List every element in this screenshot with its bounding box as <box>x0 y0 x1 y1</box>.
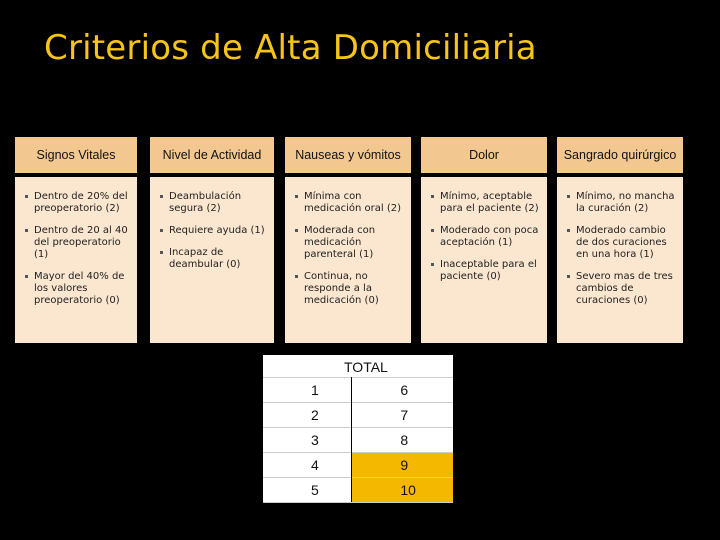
list-item: Incapaz de deambular (0) <box>160 247 268 271</box>
table-cell: 7 <box>352 403 453 428</box>
table-cell: 3 <box>263 428 352 453</box>
list-item: Mínimo, no mancha la curación (2) <box>567 191 677 215</box>
list-item: Requiere ayuda (1) <box>160 225 268 237</box>
column-body-sangrado <box>557 177 683 343</box>
list-item: Mayor del 40% de los valores preoperatorio (0) <box>25 271 131 307</box>
table-cell: 6 <box>352 378 453 403</box>
table-cell: 8 <box>352 428 453 453</box>
column-body-dolor <box>421 177 547 343</box>
column-body-nauseas-vomitos <box>285 177 411 343</box>
table-row <box>263 478 453 503</box>
list-item: Mínima con medicación oral (2) <box>295 191 405 215</box>
table-cell-highlight: 10 <box>352 478 453 503</box>
column-header-signos-vitales: Signos Vitales <box>15 137 137 173</box>
list-item: Moderada con medicación parenteral (1) <box>295 225 405 261</box>
table-cell-highlight: 9 <box>352 453 453 478</box>
list-item: Moderado con poca aceptación (1) <box>431 225 541 249</box>
table-cell: 5 <box>263 478 352 503</box>
list-item: Dentro de 20% del preoperatorio (2) <box>25 191 131 215</box>
total-label: TOTAL <box>338 359 394 375</box>
table-row <box>263 453 453 478</box>
column-header-dolor: Dolor <box>421 137 547 173</box>
column-header-sangrado: Sangrado quirúrgico <box>557 137 683 173</box>
list-item: Deambulación segura (2) <box>160 191 268 215</box>
list-item: Moderado cambio de dos curaciones en una hora (1) <box>567 225 677 261</box>
list-item: Mínimo, aceptable para el paciente (2) <box>431 191 541 215</box>
list-item: Inaceptable para el paciente (0) <box>431 259 541 283</box>
table-cell: 4 <box>263 453 352 478</box>
column-body-nivel-actividad <box>150 177 274 343</box>
slide-title: Criterios de Alta Domiciliaria <box>44 28 537 68</box>
column-header-nauseas-vomitos: Nauseas y vómitos <box>285 137 411 173</box>
table-row <box>263 403 453 428</box>
list-item: Severo mas de tres cambios de curaciones (0) <box>567 271 677 307</box>
table-cell: 2 <box>263 403 352 428</box>
column-body-signos-vitales <box>15 177 137 343</box>
total-table <box>263 377 453 503</box>
list-item: Dentro de 20 al 40 del preoperatorio (1) <box>25 225 131 261</box>
table-row <box>263 428 453 453</box>
column-header-nivel-actividad: Nivel de Actividad <box>150 137 274 173</box>
table-cell: 1 <box>263 378 352 403</box>
list-item: Continua, no responde a la medicación (0) <box>295 271 405 307</box>
table-row <box>263 378 453 403</box>
